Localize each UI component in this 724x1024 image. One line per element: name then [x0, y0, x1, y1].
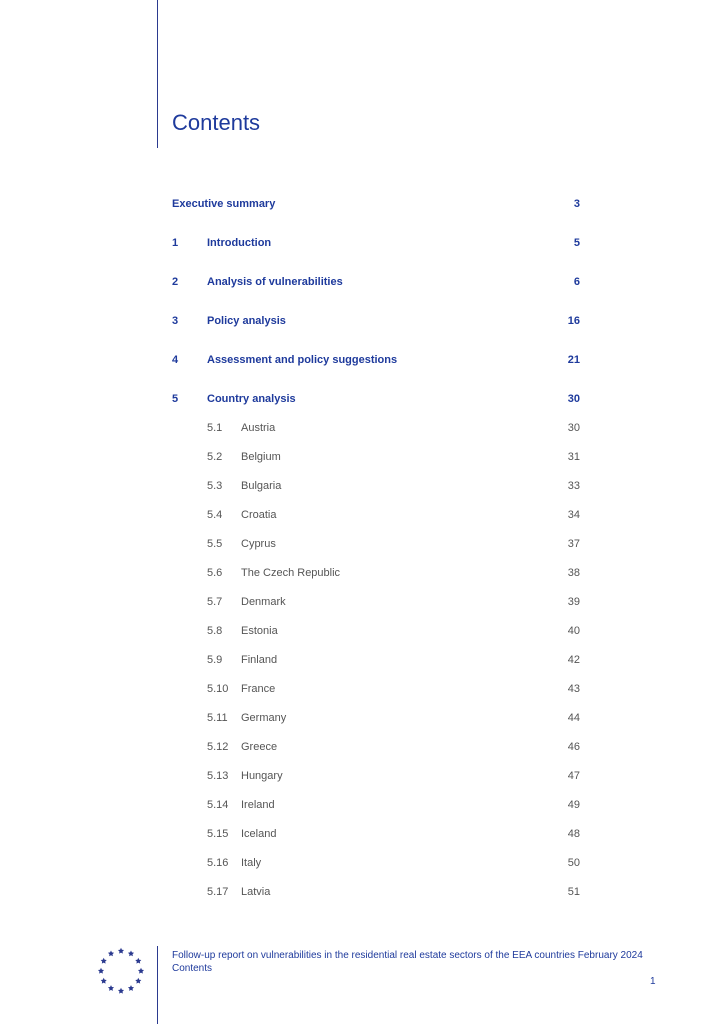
- margin-rule-top: [157, 0, 158, 148]
- toc-subentry[interactable]: [172, 679, 580, 699]
- toc-subentry-number: 5.9: [207, 654, 223, 666]
- toc-subentry-page: 37: [567, 538, 580, 550]
- toc-entry-label: Policy analysis: [207, 315, 286, 327]
- toc-subentry-label: Iceland: [241, 828, 277, 840]
- toc-subentry-page: 39: [567, 596, 580, 608]
- page-title: Contents: [172, 110, 261, 135]
- toc-subentry-page: 33: [567, 480, 580, 492]
- eu-stars-icon: [96, 946, 146, 996]
- toc-subentry[interactable]: [172, 882, 580, 902]
- footer-report-title: Follow-up report on vulnerabilities in the residential real estate sectors of the EEA countries February 2024: [172, 950, 643, 961]
- toc-entry-number: 1: [172, 237, 179, 249]
- toc-subentry-page: 51: [567, 886, 580, 898]
- toc-entry-section-1[interactable]: [172, 233, 580, 253]
- toc-entry-number: 4: [172, 354, 179, 366]
- toc-subentry-number: 5.15: [207, 828, 229, 840]
- toc-subentry-label: Estonia: [241, 625, 278, 637]
- toc-entry-label: Introduction: [207, 237, 272, 249]
- toc-subentry-page: 30: [567, 422, 580, 434]
- toc-subentry[interactable]: [172, 592, 580, 612]
- toc-subentry-label: Italy: [241, 857, 262, 869]
- toc-subentry-number: 5.14: [207, 799, 229, 811]
- toc-subentry-number: 5.16: [207, 857, 229, 869]
- toc-subentry[interactable]: [172, 766, 580, 786]
- toc-subentry-number: 5.1: [207, 422, 223, 434]
- toc-subentry-page: 43: [567, 683, 580, 695]
- toc-entry-label: Assessment and policy suggestions: [207, 354, 398, 366]
- toc-subentry-label: Cyprus: [241, 538, 276, 550]
- footer-section-name: Contents: [172, 962, 213, 974]
- toc-entry-section-3[interactable]: [172, 311, 580, 331]
- toc-subentry[interactable]: [172, 824, 580, 844]
- toc-subentry-number: 5.13: [207, 770, 229, 782]
- toc-entry-page: 5: [573, 237, 580, 249]
- toc-subentry-page: 46: [567, 741, 580, 753]
- toc-subentry[interactable]: [172, 650, 580, 670]
- toc-subentry[interactable]: [172, 505, 580, 525]
- margin-rule-bottom: [157, 946, 158, 1024]
- toc-entry-label: Analysis of vulnerabilities: [207, 276, 343, 288]
- toc-entry-page: 6: [573, 276, 580, 288]
- toc-subentry-number: 5.3: [207, 480, 223, 492]
- toc-subentry-number: 5.12: [207, 741, 229, 753]
- page-number: 1: [650, 976, 656, 987]
- toc-subentry-label: France: [241, 683, 276, 695]
- toc-subentry[interactable]: [172, 476, 580, 496]
- toc-entry-label: Executive summary: [172, 198, 276, 210]
- toc-entry-label: Country analysis: [207, 393, 296, 405]
- toc-subentry-page: 49: [567, 799, 580, 811]
- toc-subentry-number: 5.7: [207, 596, 223, 608]
- toc-subentry-label: Belgium: [241, 451, 281, 463]
- toc-subentry-number: 5.5: [207, 538, 223, 550]
- toc-subentry-label: Bulgaria: [241, 480, 282, 492]
- toc-subentry[interactable]: [172, 853, 580, 873]
- toc-subentry-label: The Czech Republic: [241, 567, 341, 579]
- toc-subentry-number: 5.17: [207, 886, 229, 898]
- toc-subentry-page: 47: [567, 770, 580, 782]
- toc-subentry-number: 5.10: [207, 683, 229, 695]
- toc-subentry[interactable]: [172, 795, 580, 815]
- toc-subentry-page: 48: [567, 828, 580, 840]
- toc-subentry-number: 5.8: [207, 625, 223, 637]
- toc-subentry-number: 5.4: [207, 509, 223, 521]
- toc-entry-page: 30: [567, 393, 580, 405]
- toc-subentry-label: Latvia: [241, 886, 271, 898]
- toc-subentry[interactable]: [172, 708, 580, 728]
- toc-entry-section-5[interactable]: [172, 389, 580, 409]
- toc-subentry[interactable]: [172, 447, 580, 467]
- toc-subentry-label: Austria: [241, 422, 276, 434]
- toc-entry-section-2[interactable]: [172, 272, 580, 292]
- toc-subentry-page: 40: [567, 625, 580, 637]
- toc-entry-page: 3: [573, 198, 580, 210]
- toc-subentry-page: 44: [567, 712, 580, 724]
- toc-subentry[interactable]: [172, 737, 580, 757]
- footer-text: [172, 950, 652, 975]
- toc-subentry-number: 5.11: [207, 712, 228, 724]
- toc-subentry-page: 50: [567, 857, 580, 869]
- toc-entry-number: 3: [172, 315, 179, 327]
- toc-subentry-label: Ireland: [241, 799, 275, 811]
- toc-subentry-page: 31: [567, 451, 580, 463]
- toc-subentry[interactable]: [172, 534, 580, 554]
- toc-entry-number: 5: [172, 393, 179, 405]
- toc-subentry-label: Hungary: [241, 770, 283, 782]
- toc-entry-section-4[interactable]: [172, 350, 580, 370]
- toc-subentry[interactable]: [172, 418, 580, 438]
- toc-entry-executive-summary[interactable]: [172, 194, 580, 214]
- toc-subentry-number: 5.2: [207, 451, 223, 463]
- toc-subentry-label: Germany: [241, 712, 287, 724]
- toc-subentry-label: Finland: [241, 654, 278, 666]
- toc-entry-page: 16: [567, 315, 580, 327]
- toc-subentry-page: 38: [567, 567, 580, 579]
- toc-entry-number: 2: [172, 276, 179, 288]
- toc-subentry-label: Denmark: [241, 596, 286, 608]
- toc-subentry-page: 34: [567, 509, 580, 521]
- toc-subentry[interactable]: [172, 621, 580, 641]
- toc-subentry-label: Greece: [241, 741, 278, 753]
- toc-subentry-label: Croatia: [241, 509, 277, 521]
- toc-subentry[interactable]: [172, 563, 580, 583]
- toc-entry-page: 21: [567, 354, 580, 366]
- toc-subentry-number: 5.6: [207, 567, 223, 579]
- toc-subentry-page: 42: [567, 654, 580, 666]
